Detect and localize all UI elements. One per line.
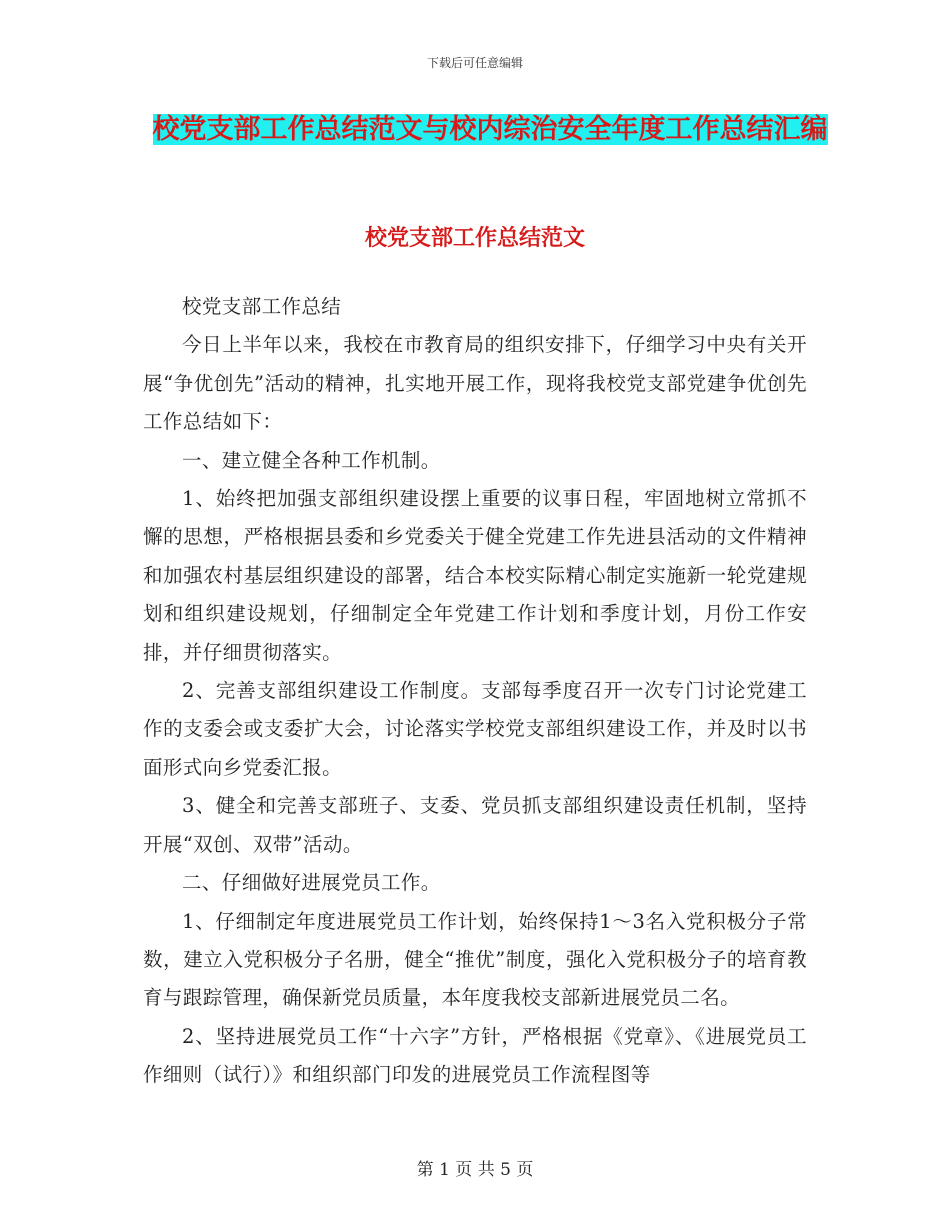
paragraph: 3、健全和完善支部班子、支委、党员抓支部组织建设责任机制，坚持开展“双创、双带”活动。 — [143, 794, 807, 856]
document-title-text: 校党支部工作总结范文与校内综治安全年度工作总结汇编 — [152, 114, 828, 145]
paragraph: 2、完善支部组织建设工作制度。支部每季度召开一次专门讨论党建工作的支委会或支委扩大会，讨论落实学校党支部组织建设工作，并及时以书面形式向乡党委汇报。 — [143, 679, 807, 779]
header-note: 下载后可任意编辑 — [426, 56, 523, 70]
section-title: 校党支部工作总结范文 — [364, 225, 585, 251]
document-title — [150, 108, 830, 152]
page-footer: 第 1 页 共 5 页 — [416, 1160, 534, 1180]
paragraph: 1、始终把加强支部组织建设摆上重要的议事日程，牢固地树立常抓不懈的思想，严格根据县委和乡党委关于健全党建工作先进县活动的文件精神和加强农村基层组织建设的部署，结合本校实际精心制定实施新一轮党建规划和组织建设规划，仔细制定全年党建工作计划和季度计划，月份工作安排，并仔细贯彻落实。 — [143, 487, 807, 664]
paragraph: 一、建立健全各种工作机制。 — [182, 448, 441, 472]
paragraph: 校党支部工作总结 — [182, 295, 342, 318]
paragraph: 今日上半年以来，我校在市教育局的组织安排下，仔细学习中央有关开展“争优创先”活动的精神，扎实地开展工作，现将我校党支部党建争优创先工作总结如下： — [143, 333, 807, 434]
paragraph: 2、坚持进展党员工作“十六字”方针，严格根据《党章》、《进展党员工作细则（试行）》和组织部门印发的进展党员工作流程图等 — [143, 1024, 807, 1087]
paragraph: 二、仔细做好进展党员工作。 — [182, 871, 441, 895]
document-body — [143, 288, 807, 1095]
paragraph: 1、仔细制定年度进展党员工作计划，始终保持1～3名入党积极分子常数，建立入党积极分子名册，健全“推优”制度，强化入党积极分子的培育教育与跟踪管理，确保新党员质量，本年度我校支部新进展党员二名。 — [143, 909, 807, 1010]
